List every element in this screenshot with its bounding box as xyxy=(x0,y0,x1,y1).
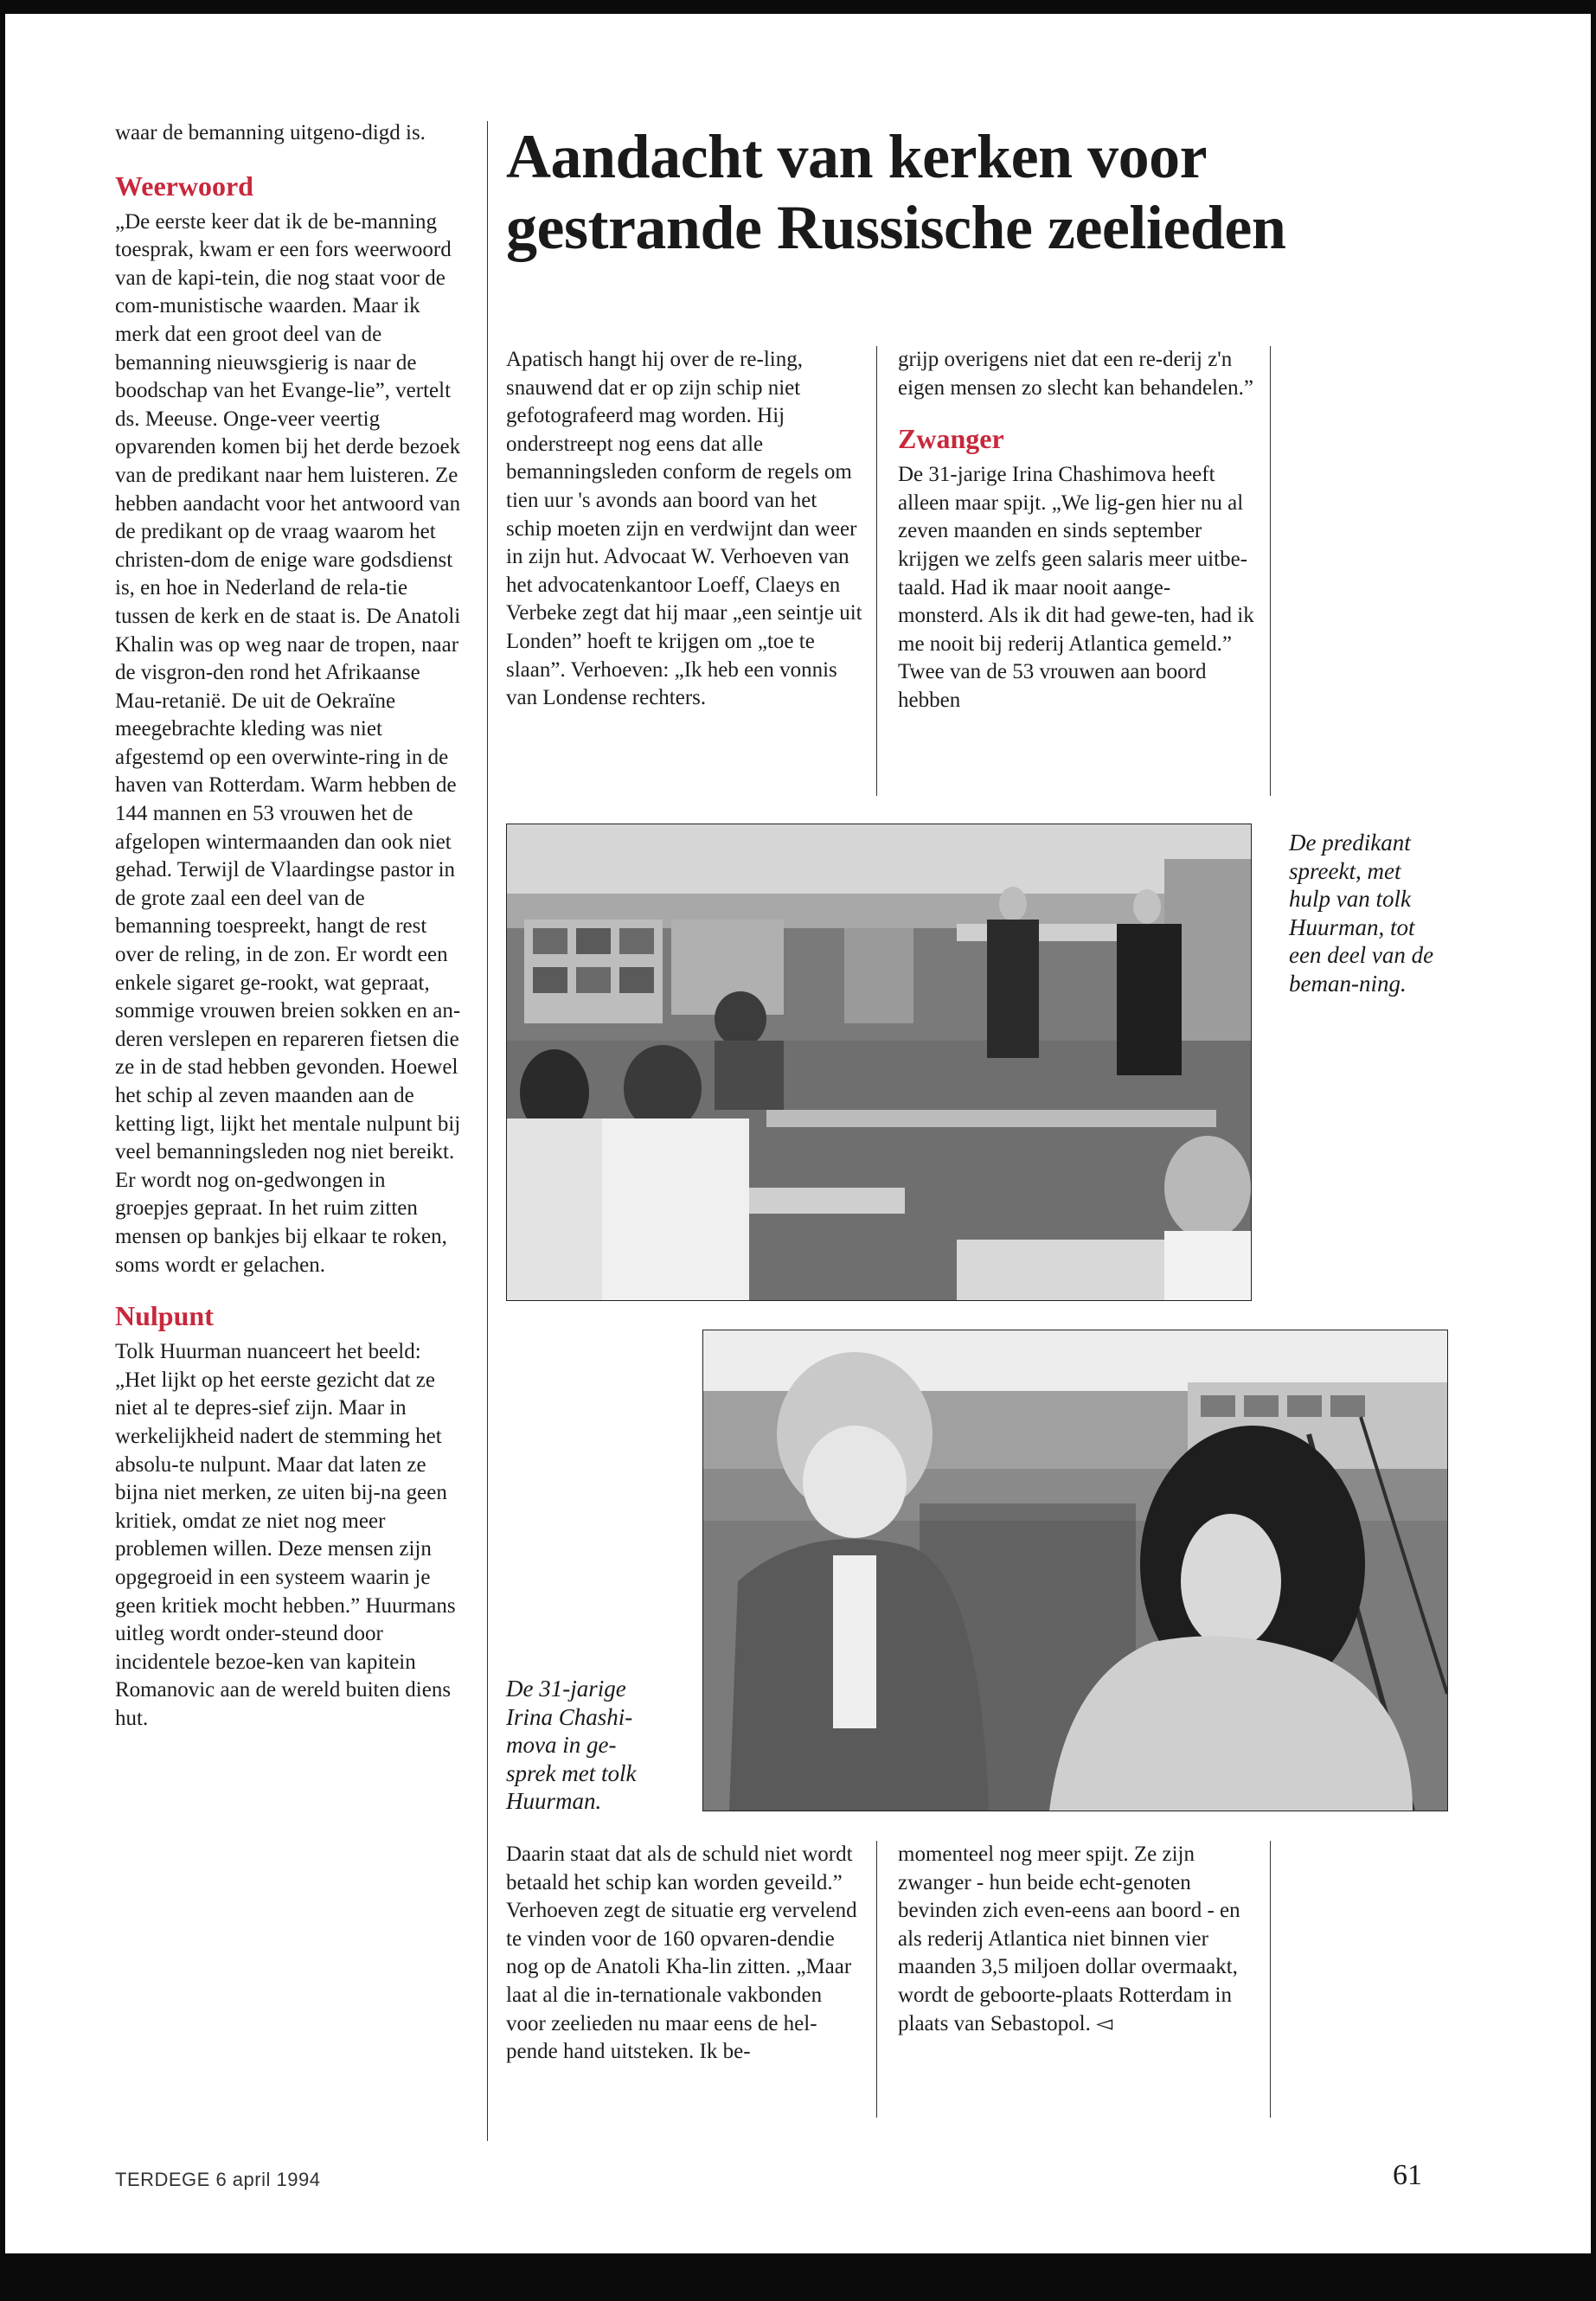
column-2-top-text: Apatisch hangt hij over de re-ling, snauwend dat er op zijn schip niet gefotografeerd mag worden. Hij onderstreept nog eens dat alle bemanningsleden conform de regels om tien uur 's avonds aan boord van het schip moeten zijn en verdwijnt dan weer in zijn hut. Advocaat W. Verhoeven van het advocatenkantoor Loeff, Claeys en Verbeke zegt dat hij maar „een seintje uit Londen” hoeft te krijgen om „toe te slaan”. Verhoeven: „Ik heb een vonnis van Londense rechters. xyxy=(506,348,862,710)
column-1-text-2: Tolk Huurman nuanceert het beeld: „Het lijkt op het eerste gezicht dat ze niet al te depres-sief zijn. Maar in werkelijkheid nadert de stemming het absolu-te nulpunt. Maar dat laten ze bijna niet merken, ze uiten bij-na geen kritiek, omdat ze niet nog meer problemen willen. Deze mensen zijn opgegroeid in een systeem waarin je geen kritiek mocht hebben.” Huurmans uitleg wordt onder-steund door incidentele bezoe-ken van kapitein Romanovic aan de wereld buiten diens hut. xyxy=(115,1340,456,1730)
scan-border-bottom xyxy=(0,2253,1596,2301)
column-1 xyxy=(115,119,461,1733)
column-rule-2 xyxy=(876,346,877,796)
column-2-bottom xyxy=(506,1841,862,2067)
column-3-top-text-1: grijp overigens niet dat een re-derij z'n eigen mensen zo slecht kan behandelen.” xyxy=(898,348,1253,400)
heading-zwanger: Zwanger xyxy=(898,423,1004,455)
caption-predikant: De predikant spreekt, met hulp van tolk Huurman, tot een deel van de beman-ning. xyxy=(1289,830,1434,997)
scan-border-right xyxy=(1591,0,1596,2301)
photo-irina xyxy=(702,1330,1448,1811)
heading-nulpunt: Nulpunt xyxy=(115,1300,214,1332)
column-3-top-text-2: De 31-jarige Irina Chashimova heeft alleen maar spijt. „We lig-gen hier nu al zeven maanden en sinds september krijgen we zelfs geen salaris meer uitbe-taald. Had ik maar nooit aange-monsterd. Als ik dit had gewe-ten, had ik me nooit bij rederij Atlantica gemeld.” Twee van de 53 vrouwen aan boord hebben xyxy=(898,463,1254,712)
column-3-top xyxy=(898,346,1254,715)
photo-predikant-image xyxy=(507,824,1251,1300)
column-rule-4 xyxy=(876,1841,877,2118)
heading-weerwoord: Weerwoord xyxy=(115,170,253,202)
page-number: 61 xyxy=(1393,2159,1422,2191)
column-rule-5 xyxy=(1270,1841,1271,2118)
photo-irina-image xyxy=(703,1330,1447,1811)
column-3-bottom-text: momenteel nog meer spijt. Ze zijn zwanger - hun beide echt-genoten bevinden zich even-eens aan boord - en als rederij Atlantica niet binnen vier maanden 3,5 miljoen dollar overmaakt, wordt de geboorte-plaats Rotterdam in plaats van Sebastopol. ◅ xyxy=(898,1843,1240,2035)
scan-border-top xyxy=(0,0,1596,14)
column-1-text-1: „De eerste keer dat ik de be-manning toesprak, kwam er een fors weerwoord van de kapi-tein, die nog staat voor de com-munistische waarden. Maar ik merk dat een groot deel van de bemanning nieuwsgierig is naar de boodschap van het Evange-lie”, vertelt ds. Meeuse. Onge-veer veertig opvarenden komen bij het derde bezoek van de predikant naar hem luisteren. Ze hebben aandacht voor het antwoord van de predikant op de vraag waarom het christen-dom de enige ware godsdienst is, en hoe in Nederland de rela-tie tussen de kerk en de staat is. De Anatoli Khalin was op weg naar de tropen, naar de visgron-den rond het Afrikaanse Mau-retanië. De uit de Oekraïne meegebrachte kleding was niet afgestemd op een overwinte-ring in de haven van Rotterdam. Warm hebben de 144 mannen en 53 vrouwen het de afgelopen wintermaanden dan ook niet gehad. Terwijl de Vlaardingse pastor in de grote zaal een deel van de bemanning toespreekt, hangt de rest over de reling, in de zon. Er wordt een enkele sigaret ge-rookt, wat gepraat, sommige vrouwen breien sokken en an-deren verslepen en repareren fietsen die ze in de stad hebben gevonden. Hoewel het schip al zeven maanden aan de ketting ligt, lijkt het mentale nulpunt bij veel bemanningsleden nog niet bereikt. Er wordt nog on-gedwongen in groepjes gepraat. In het ruim zitten mensen op bankjes bij elkaar te roken, soms wordt er gelachen. xyxy=(115,209,461,1277)
scan-border-left xyxy=(0,0,5,2301)
column-2-bottom-text: Daarin staat dat als de schuld niet wordt betaald het schip kan worden geveild.” Verhoeven zegt de situatie erg vervelend te vinden voor de 160 opvaren-dendie nog op de Anatoli Kha-lin zitten. „Maar laat al die in-ternationale vakbonden voor zeelieden nu maar eens de hel-pende hand uitsteken. Ik be- xyxy=(506,1843,857,2064)
column-rule-1 xyxy=(487,121,488,2141)
photo-predikant xyxy=(506,824,1252,1301)
column-1-intro: waar de bemanning uitgeno-digd is. xyxy=(115,121,426,144)
column-2-top xyxy=(506,346,862,713)
column-3-bottom xyxy=(898,1841,1254,2038)
column-rule-3 xyxy=(1270,346,1271,796)
article-title: Aandacht van kerken voor gestrande Russische zeelieden xyxy=(506,122,1286,262)
footer-publication: TERDEGE 6 april 1994 xyxy=(115,2169,321,2190)
caption-irina: De 31-jarige Irina Chashi-mova in ge-sprek met tolk Huurman. xyxy=(506,1676,637,1814)
